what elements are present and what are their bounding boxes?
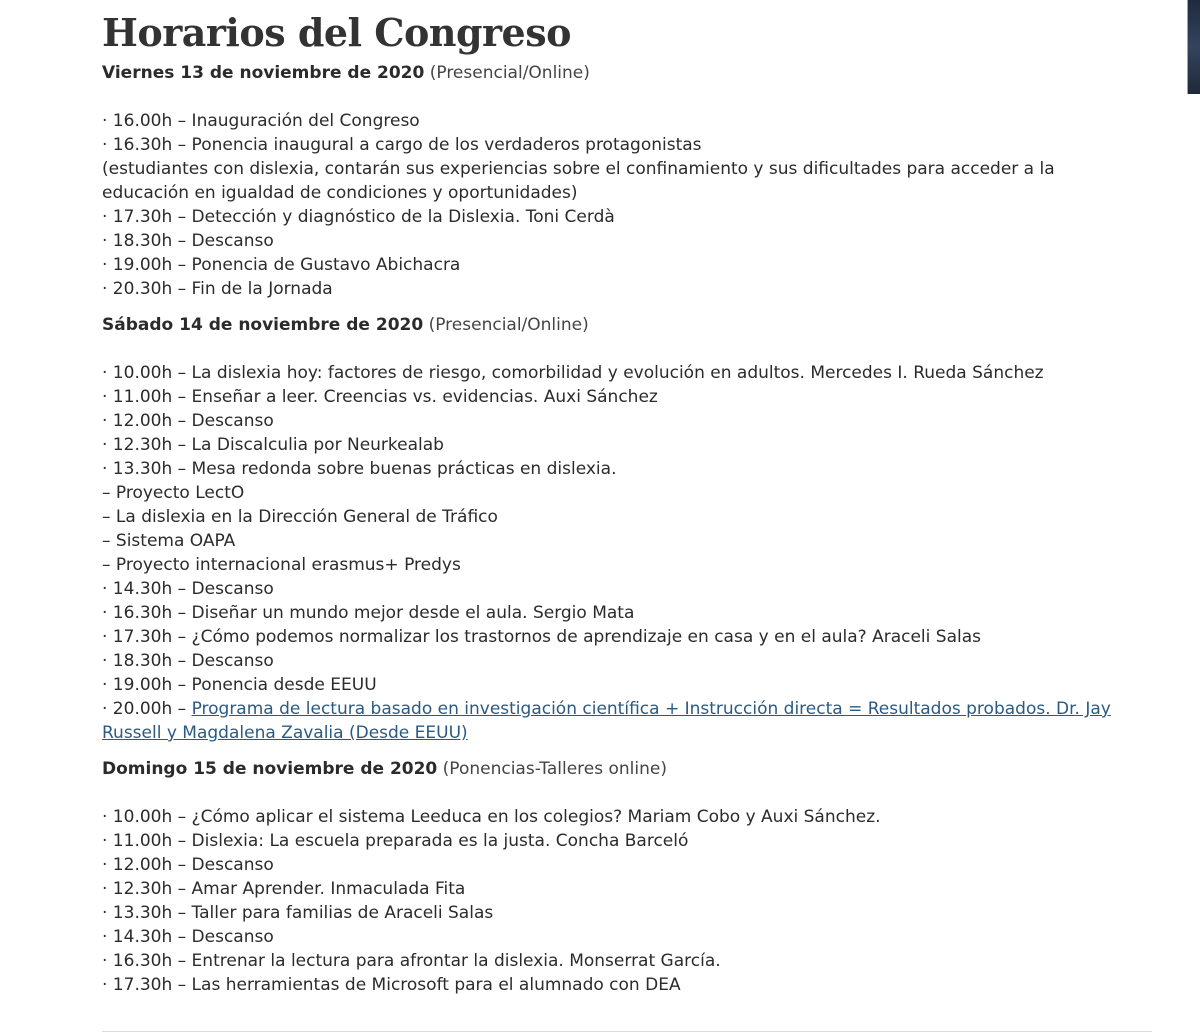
schedule-item: · 18.30h – Descanso — [102, 231, 274, 251]
schedule-item-with-link — [102, 697, 1112, 745]
schedule-item-prefix: · 20.00h – — [102, 699, 192, 719]
day-section-friday — [102, 61, 1112, 301]
schedule-item: · 16.00h – Inauguración del Congreso — [102, 111, 420, 131]
day-mode: (Presencial/Online) — [429, 63, 590, 83]
article-content — [102, 0, 1112, 997]
day-date: Sábado 14 de noviembre de 2020 — [102, 315, 424, 335]
day-date: Viernes 13 de noviembre de 2020 — [102, 63, 425, 83]
schedule-item: · 11.00h – Dislexia: La escuela preparada es la justa. Concha Barceló — [102, 831, 689, 851]
day-section-saturday — [102, 313, 1112, 745]
day-mode: (Ponencias-Talleres online) — [442, 759, 667, 779]
day-section-sunday — [102, 757, 1112, 997]
schedule-item: · 20.30h – Fin de la Jornada — [102, 279, 333, 299]
schedule-item: · 16.30h – Ponencia inaugural a cargo de los verdaderos protagonistas — [102, 135, 702, 155]
schedule-subitem: – La dislexia en la Dirección General de Tráfico — [102, 507, 498, 527]
day-mode: (Presencial/Online) — [428, 315, 589, 335]
schedule-item: · 17.30h – ¿Cómo podemos normalizar los trastornos de aprendizaje en casa y en el aula? Araceli Salas — [102, 627, 981, 647]
page-title: Horarios del Congreso — [102, 10, 571, 55]
schedule-item: · 19.00h – Ponencia de Gustavo Abichacra — [102, 255, 461, 275]
schedule-item: · 12.00h – Descanso — [102, 855, 274, 875]
day-heading — [102, 757, 1112, 781]
schedule-item: · 16.30h – Diseñar un mundo mejor desde el aula. Sergio Mata — [102, 603, 635, 623]
schedule-item-note: (estudiantes con dislexia, contarán sus experiencias sobre el confinamiento y sus dificultades para acceder a la educación en igualdad de condiciones y oportunidades) — [102, 159, 1055, 203]
schedule-item: · 14.30h – Descanso — [102, 579, 274, 599]
program-link[interactable]: Programa de lectura basado en investigación científica + Instrucción directa = Resultados probados. Dr. Jay Russell y Magdalena Zavalia (Desde EEUU) — [102, 699, 1111, 743]
schedule-subitem: – Proyecto internacional erasmus+ Predys — [102, 555, 461, 575]
schedule-item: · 13.30h – Mesa redonda sobre buenas prácticas en dislexia. — [102, 459, 617, 479]
schedule-item: · 18.30h – Descanso — [102, 651, 274, 671]
schedule-item: · 12.30h – Amar Aprender. Inmaculada Fita — [102, 879, 466, 899]
content-divider — [102, 1031, 1152, 1032]
schedule-item: · 11.00h – Enseñar a leer. Creencias vs. evidencias. Auxi Sánchez — [102, 387, 658, 407]
day-date: Domingo 15 de noviembre de 2020 — [102, 759, 438, 779]
schedule-subitem: – Proyecto LectO — [102, 483, 245, 503]
day-heading — [102, 61, 1112, 85]
schedule-item: · 14.30h – Descanso — [102, 927, 274, 947]
side-image-thumbnail — [1187, 0, 1200, 94]
schedule-subitem: – Sistema OAPA — [102, 531, 236, 551]
schedule-item: · 16.30h – Entrenar la lectura para afrontar la dislexia. Monserrat García. — [102, 951, 721, 971]
schedule-item: · 10.00h – ¿Cómo aplicar el sistema Leeduca en los colegios? Mariam Cobo y Auxi Sánchez. — [102, 807, 881, 827]
schedule-item: · 13.30h – Taller para familias de Araceli Salas — [102, 903, 494, 923]
schedule-item: · 12.00h – Descanso — [102, 411, 274, 431]
schedule-item: · 17.30h – Las herramientas de Microsoft para el alumnado con DEA — [102, 975, 681, 995]
schedule-item: · 17.30h – Detección y diagnóstico de la Dislexia. Toni Cerdà — [102, 207, 615, 227]
day-heading — [102, 313, 1112, 337]
schedule-item: · 10.00h – La dislexia hoy: factores de riesgo, comorbilidad y evolución en adultos. Mercedes I. Rueda Sánchez — [102, 363, 1044, 383]
schedule-item: · 19.00h – Ponencia desde EEUU — [102, 675, 377, 695]
schedule-item: · 12.30h – La Discalculia por Neurkealab — [102, 435, 444, 455]
